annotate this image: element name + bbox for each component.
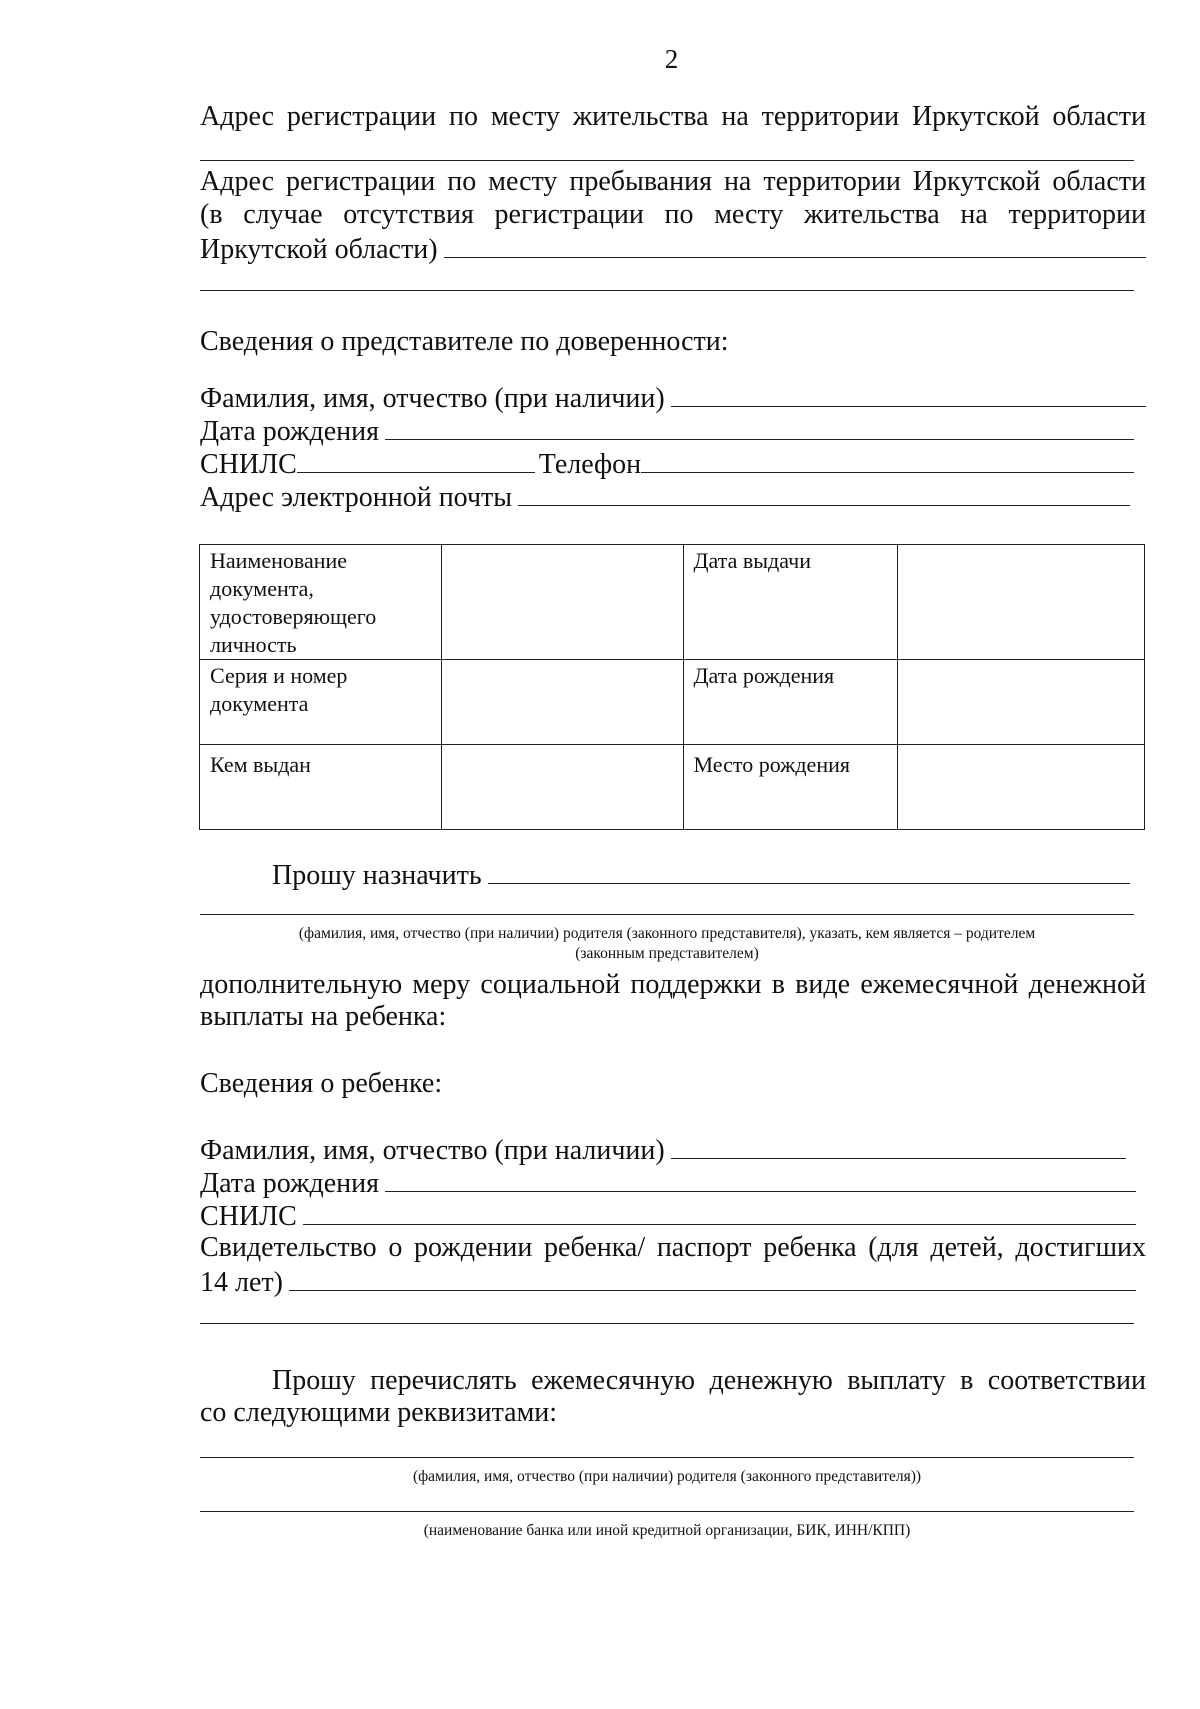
child-birth-row <box>200 1165 1136 1200</box>
doc-name-cell[interactable] <box>441 545 683 660</box>
reg-address-stay-line3: Иркутской области) <box>200 234 438 265</box>
request-caption-line2: (законным представителем) <box>575 945 759 962</box>
transfer-bank-line[interactable] <box>200 1511 1134 1512</box>
child-snils-row <box>200 1198 1136 1233</box>
transfer-line2: со следующими реквизитами: <box>200 1397 558 1428</box>
request-text-line1: дополнительную меру социальной поддержки в виде ежемесячной денежной <box>200 969 1146 1000</box>
reg-address-residence-label: Адрес регистрации по месту жительства на территории Иркутской области <box>200 101 1146 132</box>
representative-heading: Сведения о представителе по доверенности: <box>200 326 729 357</box>
child-fio-row <box>200 1132 1126 1167</box>
rep-email-row <box>200 479 1130 514</box>
rep-fio-label: Фамилия, имя, отчество (при наличии) <box>200 383 665 414</box>
rep-phone-field[interactable] <box>641 446 1134 473</box>
rep-birth-row <box>200 413 1134 448</box>
doc-birth-date-label: Дата рождения <box>683 660 898 745</box>
child-cert-line2: 14 лет) <box>200 1267 283 1298</box>
rep-birth-label: Дата рождения <box>200 416 379 447</box>
rep-phone-label: Телефон <box>538 449 642 480</box>
issue-date-cell[interactable] <box>898 545 1145 660</box>
child-heading: Сведения о ребенке: <box>200 1068 443 1099</box>
identity-document-table <box>199 544 1145 830</box>
transfer-caption-fio: (фамилия, имя, отчество (при наличии) родителя (законного представителя)) <box>412 1468 922 1485</box>
reg-address-stay-row <box>200 231 1146 266</box>
reg-address-stay-field[interactable] <box>444 231 1146 258</box>
rep-birth-field[interactable] <box>385 413 1134 440</box>
child-fio-label: Фамилия, имя, отчество (при наличии) <box>200 1135 665 1166</box>
doc-birth-date-cell[interactable] <box>898 660 1145 745</box>
issue-date-label: Дата выдачи <box>683 545 898 660</box>
child-cert-extra-line[interactable] <box>200 1323 1134 1324</box>
doc-name-label: Наименование документа, удостоверяющего личность <box>200 545 442 660</box>
request-caption-line1: (фамилия, имя, отчество (при наличии) родителя (законного представителя), указать, кем является – родителем <box>298 925 1036 942</box>
child-fio-field[interactable] <box>671 1132 1126 1159</box>
child-birth-label: Дата рождения <box>200 1168 379 1199</box>
child-cert-row <box>200 1264 1136 1299</box>
child-cert-line1: Свидетельство о рождении ребенка/ паспорт ребенка (для детей, достигших <box>200 1232 1146 1263</box>
reg-address-stay-extra-line[interactable] <box>200 290 1134 291</box>
transfer-line1: Прошу перечислять ежемесячную денежную выплату в соответствии <box>272 1365 1146 1396</box>
reg-address-stay-line2: (в случае отсутствия регистрации по месту жительства на территории <box>200 199 1146 230</box>
rep-email-field[interactable] <box>518 479 1130 506</box>
table-row <box>200 745 1145 830</box>
rep-snils-phone-row <box>200 446 1134 481</box>
doc-number-label: Серия и номер документа <box>200 660 442 745</box>
transfer-caption-bank: (наименование банка или иной кредитной организации, БИК, ИНН/КПП) <box>423 1522 911 1539</box>
issued-by-cell[interactable] <box>441 745 683 830</box>
rep-email-label: Адрес электронной почты <box>200 482 513 513</box>
request-label: Прошу назначить <box>272 860 482 891</box>
rep-fio-row <box>200 380 1146 415</box>
rep-snils-field[interactable] <box>297 446 535 473</box>
rep-snils-label: СНИЛС <box>200 449 297 480</box>
child-cert-field[interactable] <box>289 1264 1136 1291</box>
rep-fio-field[interactable] <box>671 380 1146 407</box>
request-field[interactable] <box>488 857 1130 884</box>
reg-address-stay-line1: Адрес регистрации по месту пребывания на территории Иркутской области <box>200 166 1146 197</box>
birth-place-cell[interactable] <box>898 745 1145 830</box>
page-number: 2 <box>664 44 679 74</box>
table-row <box>200 660 1145 745</box>
issued-by-label: Кем выдан <box>200 745 442 830</box>
child-snils-field[interactable] <box>303 1198 1136 1225</box>
request-row <box>272 857 1130 892</box>
transfer-fio-line[interactable] <box>200 1457 1134 1458</box>
reg-address-residence-line[interactable] <box>200 160 1134 161</box>
table-row <box>200 545 1145 660</box>
request-text-line2: выплаты на ребенка: <box>200 1001 447 1032</box>
request-extra-line[interactable] <box>200 914 1134 915</box>
doc-number-cell[interactable] <box>441 660 683 745</box>
child-birth-field[interactable] <box>385 1165 1136 1192</box>
birth-place-label: Место рождения <box>683 745 898 830</box>
child-snils-label: СНИЛС <box>200 1201 297 1232</box>
